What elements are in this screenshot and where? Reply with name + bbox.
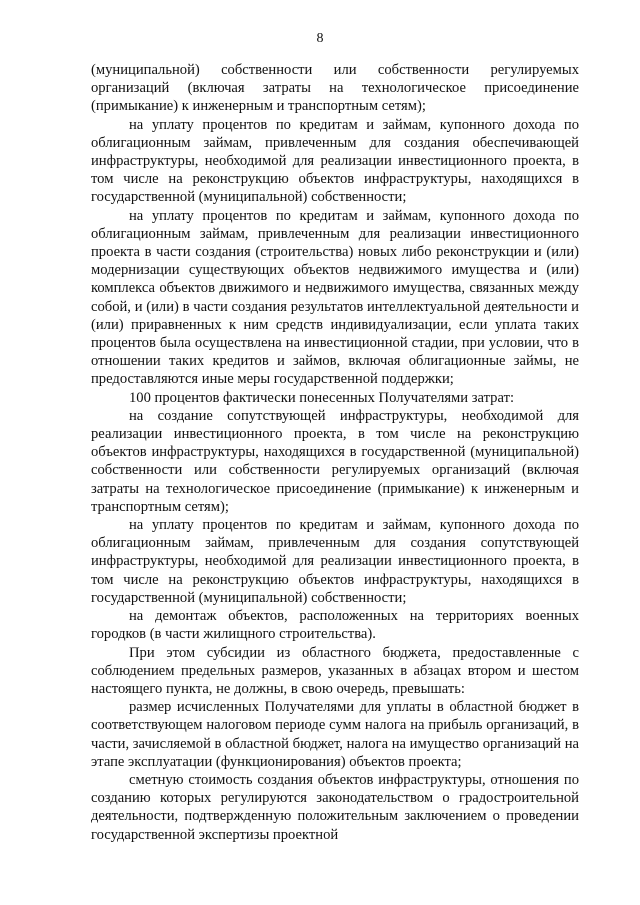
paragraph-continuation: (муниципальной) собственности или собственности регулируемых организаций (включая затраты на технологическое присоединение (примыкание) к инженерным и транспортным сетям); [91,62,579,115]
paragraph-subsidy-limits: При этом субсидии из областного бюджета, предоставленные с соблюдением предельных размеров, указанных в абзацах втором и шестом настоящего пункта, не должны, в свою очередь, превышать: [91,644,579,697]
paragraph-100-percent-costs: 100 процентов фактически понесенных Получателями затрат: [129,389,515,406]
paragraph-demolition: на демонтаж объектов, расположенных на территориях военных городков (в части жилищного строительства). [91,608,579,643]
document-body [91,61,579,844]
paragraph-interest-supporting-infrastructure: на уплату процентов по кредитам и займам, купонного дохода по облигационным займам, привлеченным для создания обеспечивающей инфраструктуры, необходимой для реализации инвестиционного проекта, в том числе на реконструкцию объектов инфраструктуры, находящихся в государственной (муниципальной) собственности; [91,116,579,206]
paragraph-interest-investment-project: на уплату процентов по кредитам и займам, купонного дохода по облигационным займам, привлеченным для реализации инвестиционного проекта в части создания (строительства) новых либо реконструкции и (или) модернизации существующих объектов недвижимого имущества и (или) комплекса объектов движимого и недвижимого имущества, связанных между собой, и (или) в части создания результатов интеллектуальной деятельности и (или) приравненных к ним средств индивидуализации, если уплата таких процентов была осуществлена на инвестиционной стадии, при условии, что в отношении таких кредитов и займов, включая облигационные займы, не предоставляются иные меры государственной поддержки; [91,207,579,388]
paragraph-accompanying-infrastructure: на создание сопутствующей инфраструктуры, необходимой для реализации инвестиционного проекта, в том числе на реконструкцию объектов инфраструктуры, находящихся в государственной (муниципальной) собственности или собственности регулируемых организаций (включая затраты на технологическое присоединение (примыкание) к инженерным и транспортным сетям); [91,407,579,515]
paragraph-estimated-cost: сметную стоимость создания объектов инфраструктуры, отношения по созданию которых регулируются законодательством о градостроительной деятельности, подтвержденную положительным заключением о проведении государственной экспертизы проектной [91,771,579,843]
paragraph-tax-amount: размер исчисленных Получателями для уплаты в областной бюджет в соответствующем налоговом периоде сумм налога на прибыль организаций, в части, зачисляемой в областной бюджет, налога на имущество организаций на этапе эксплуатации (функционирования) объектов проекта; [91,699,579,770]
page-number: 8 [316,31,324,46]
paragraph-interest-accompanying-infrastructure: на уплату процентов по кредитам и займам, купонного дохода по облигационным займам, привлеченным для создания сопутствующей инфраструктуры, необходимой для реализации инвестиционного проекта, в том числе на реконструкцию объектов инфраструктуры, находящихся в государственной (муниципальной) собственности; [91,517,579,606]
